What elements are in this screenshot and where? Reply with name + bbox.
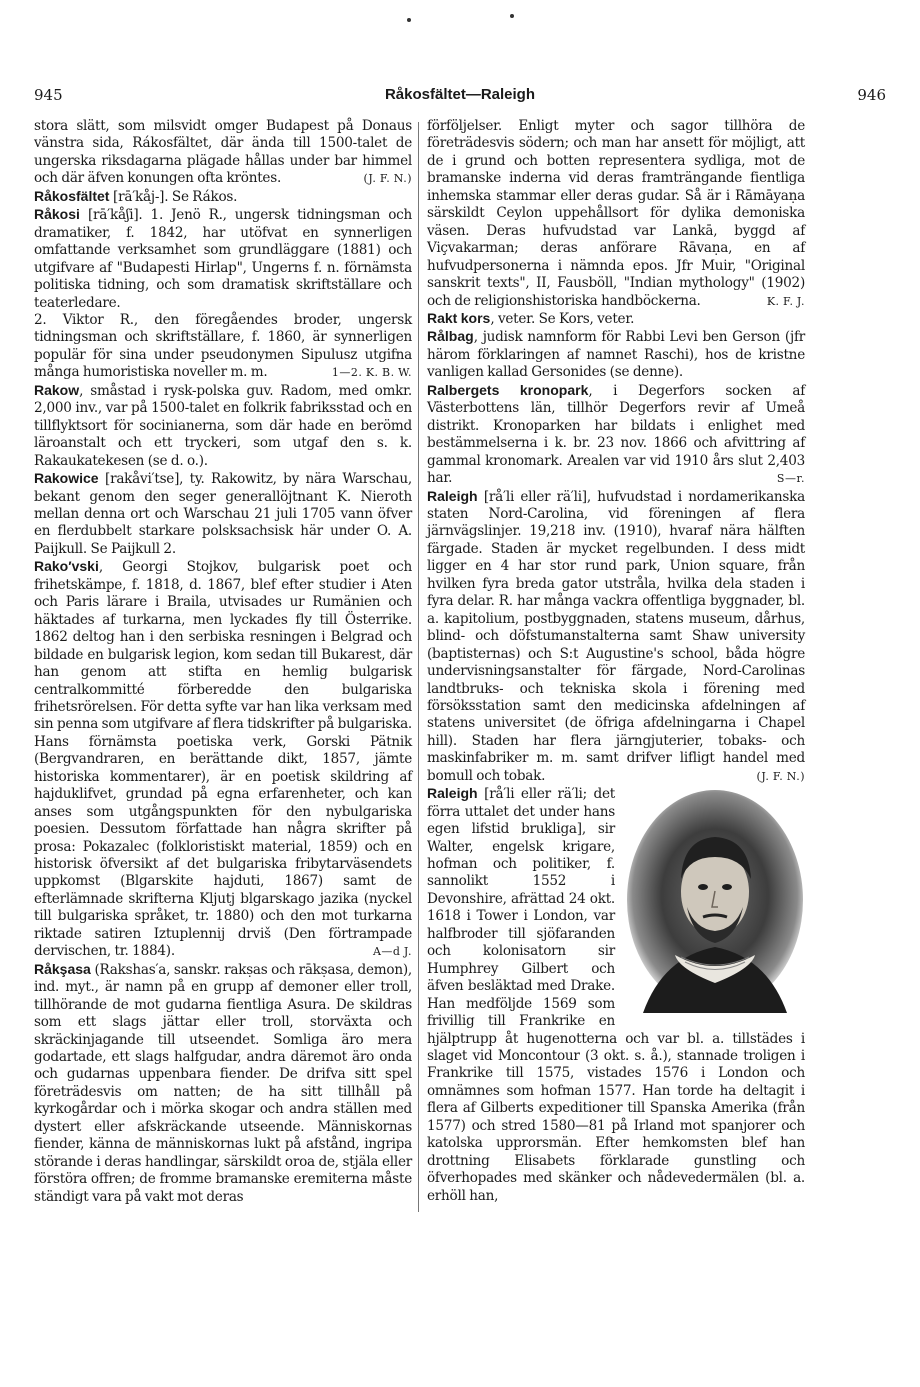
headword: Rakowice (34, 470, 99, 487)
headword: Rakt kors (427, 309, 491, 326)
entry: Ralbergets kronopark, i Degerfors socken af Västerbottens län, tillhör Degerfors revir af Umeå distrikt. Kronoparken har bildats i enlighet med bestämmelserna i k. br. 23 nov. 1866 och afvittring af gammal kronomark. Arealen var vid 1910 års slut 2,403 har. S—r. (427, 381, 806, 487)
entry: Råkosi [rā′kåʃi]. 1. Jenö R., ungersk tidningsman och dramatiker, f. 1842, har utöfvat en synnerligen omfattande verksamhet som grundläggare (1881) och utgifvare af "Budapesti Hirlap", Ungerns f. n. förnämsta politiska tidning, och som dramatisk skriftställare och teaterledare. (34, 206, 412, 311)
entry: Råkosfältet [rā′kåj-]. Se Rákos. (34, 187, 238, 205)
entry: stora slätt, som milsvidt omger Budapest på Donaus vänstra sida, Rákosfältet, där ända till 1500-talet de ungerska riksdagarna plägade hållas under bar himmel och där äfven konungen ofta kröntes. (J. F. N.) (34, 118, 412, 187)
portrait-figure (623, 787, 807, 1013)
portrait-engraving-icon (623, 787, 807, 1013)
column-divider (418, 122, 419, 1212)
speck-mark (407, 18, 411, 22)
entry: Rakt kors, veter. Se Kors, veter. (427, 309, 635, 327)
headword: Rakow (34, 381, 80, 398)
speck-mark (510, 14, 514, 18)
page-number-left: 945 (34, 86, 63, 104)
author-signature: S—r. (776, 472, 805, 486)
entry: Rålbag, judisk namnform för Rabbi Levi ben Gerson (jfr härom förklaringen af namnet Raschi), hos de kristne vanligen kallad Gersonides (se denne). (427, 328, 805, 381)
running-header (34, 86, 886, 108)
left-column (34, 118, 412, 1206)
author-signature: (J. F. N.) (363, 172, 412, 186)
author-signature: 1—2. K. B. W. (331, 366, 412, 380)
headword: Råkosi (34, 206, 80, 223)
headword: Råkşasa (34, 960, 91, 977)
headword: Rålbag (427, 328, 474, 345)
headword: Raleigh (427, 487, 478, 504)
entry: Rako′vski, Georgi Stojkov, bulgarisk poet och frihetskämpe, f. 1818, d. 1867, blef efter studier i Aten och Paris lärare i Braila, utvisades ur Rumänien och häktades af turkarna, men lyckades fly till Österrike. 1862 deltog han i den serbiska resningen i Belgrad och bildade en bulgarisk legion, kom sedan till Bukarest, där han genom att stifta en hemlig bulgarisk centralkommitté förberedde den bulgariska frihetsrörelsen. För detta syfte var han lika verksam med sin penna som utgifvare af flera tidskrifter på bulgariska. Hans förnämsta poetiska verk, Gorski Pätnik (Bergvandraren, en berättande dikt, 1857, jämte historiska kommentarer), är en poetisk skildring af hajduklifvet, grundad på egna erfarenheter, och kan anses som utgångspunkten för den nybulgariska poesien. Dessutom författade han några skrifter på prosa: Pokazalec (folkloristiskt material, 1859) och en historisk öfversikt af det bulgariska fribytarväsendets uppkomst (Blgarskite hajduti, 1867) samt de efterlämnade skrifterna Kljutj blgarskago jazika (nyckel till bulgariska språket, tr. 1880) och den mot turkarna riktade satiren Iztuplennij drviš (Den förtrampade dervischen, tr. 1884). A—d J. (34, 558, 412, 960)
entry: Råkşasa (Rakshas′a, sanskr. rakṣas och rākṣasa, demon), ind. myt., är namn på en grupp af demoner eller troll, tillhörande de mot gudarna fientliga Asura. De skildras som ett slags jättar eller troll, storväxta och skräckinjagande till utseendet. Somliga äro mera godartade, ett slags halfgudar, andra däremot äro onda och gudarnas uppenbara fiender. De drifva sitt spel företrädesvis om natten; de ha sitt tillhåll på kyrkogårdar och i mörka skogar och andra ställen med dystert eller afskräckande utseende. Människornas fiender, känna de människornas lukt på afstånd, ingripa störande i deras handlingar, särskildt oroa de, stjäla eller förstöra offren; de fromme bramanske eremiterna måste ständigt vara på vakt mot deras (34, 960, 412, 1205)
headword: Raleigh (427, 785, 478, 802)
page-number-right: 946 (857, 86, 886, 104)
entry: Rakow, småstad i rysk-polska guv. Radom, med omkr. 2,000 inv., var på 1500-talet en folkrik fabriksstad och en tillflyktsort för socinianerna, som där hade en berömd läroanstalt och ett tryckeri, som utgaf den s. k. Rakaukatekesen (se d. o.). (34, 381, 412, 469)
right-column (427, 118, 805, 1205)
headword: Ralbergets kronopark (427, 381, 589, 398)
author-signature: K. F. J. (766, 294, 805, 308)
author-signature: A—d J. (372, 945, 412, 959)
entry: förföljelser. Enligt myter och sagor tillhöra de företrädesvis södern; och man har ansett för möjligt, att de i grund och botten representera sydliga, mot de bramanske inderna vid deras framträngande fientliga inhemska stammar eller deras gudar. Så är i Rāmāyaṇa särskildt Ceylon uppehållsort för dylika demoniska väsen. Deras hufvudstad var Lankā, byggd af Viçvakarman; deras anförare Rāvaṇa, en af hufvudpersonerna i nämnda epos. Jfr Muir, "Original sanskrit texts", II, Fausböll, "Indian mythology" (1902) och de religionshistoriska handböckerna. K. F. J. (427, 118, 805, 309)
entry: Raleigh [rå′li eller rä′li; det förra uttalet det under hans egen lifstid brukliga], sir Walter, engelsk krigare, hofman och politiker, f. sannolikt 1552 i Devonshire, afrättad 24 okt. 1618 i Tower i London, var halfbroder till sjöfaranden och kolonisatorn sir Humphrey Gilbert och äfven besläktad med Drake. Han medföljde 1569 som frivillig till Frankrike en hjälptrupp åt hugenotterna och var bl. a. tillstädes i slaget vid Moncontour (3 okt. s. å.), stannade troligen i Frankrike till 1575, vistades 1576 i London och omnämnes som hofman 1577. Han torde ha deltagit i flera af Gilberts expeditioner till Spanska Amerika (från 1577) och stred 1580—81 på Irland mot spanjorer och katolska upprorsmän. Efter hemkomsten blef han drottning Elisabets förklarade gunstling och öfverhopades med skänker och nådevedermälen (bl. a. erhöll han, (427, 785, 805, 1204)
author-signature: (J. F. N.) (756, 769, 805, 783)
entry: Raleigh [rå′li eller rä′li], hufvudstad i nordamerikanska staten Nord-Carolina, vid föreningen af flera järnvägslinjer. 19,218 inv. (1910), hvaraf nära hälften färgade. Staden är mycket regelbunden. I dess midt ligger en 4 har stor rund park, Union square, från hvilken fyra breda gator utstråla, hvilka dela staden i fyra delar. R. har många vackra offentliga byggnader, bl. a. kapitolium, postbyggnaden, statens museum, dårhus, blind- och döfstumanstalterna samt Shaw university (baptisternas) och S:t Augustine's school, båda högre undervisningsanstalter för färgade, Nord-Carolinas landtbruks- och tekniska skola i förening med försöksstation samt den medicinska afdelningen af statens universitet (de öfriga afdelningarna i Chapel hill). Staden har flera järngjuterier, tobaks- och maskinfabriker m. m. samt drifver lifligt handel med bomull och tobak. (J. F. N.) (427, 487, 805, 784)
headword: Rako′vski (34, 558, 99, 575)
running-title: Råkosfältet—Raleigh (384, 86, 536, 103)
headword: Råkosfältet (34, 187, 110, 204)
entry: Rakowice [rakåvi′tse], ty. Rakowitz, by nära Warschau, bekant genom den seger generallöjtnant K. Nieroth mellan denna ort och Warschau 21 juli 1705 vann öfver en flerdubbelt starkare polsksachsisk här under O. A. Paijkull. Se Paijkull 2. (34, 470, 412, 557)
entry: 2. Viktor R., den föregåendes broder, ungersk tidningsman och skriftställare, f. 1860, är synnerligen populär för sina under pseudonymen Sipulusz utgifna många humoristiska noveller m. m. 1—2. K. B. W. (34, 311, 412, 381)
